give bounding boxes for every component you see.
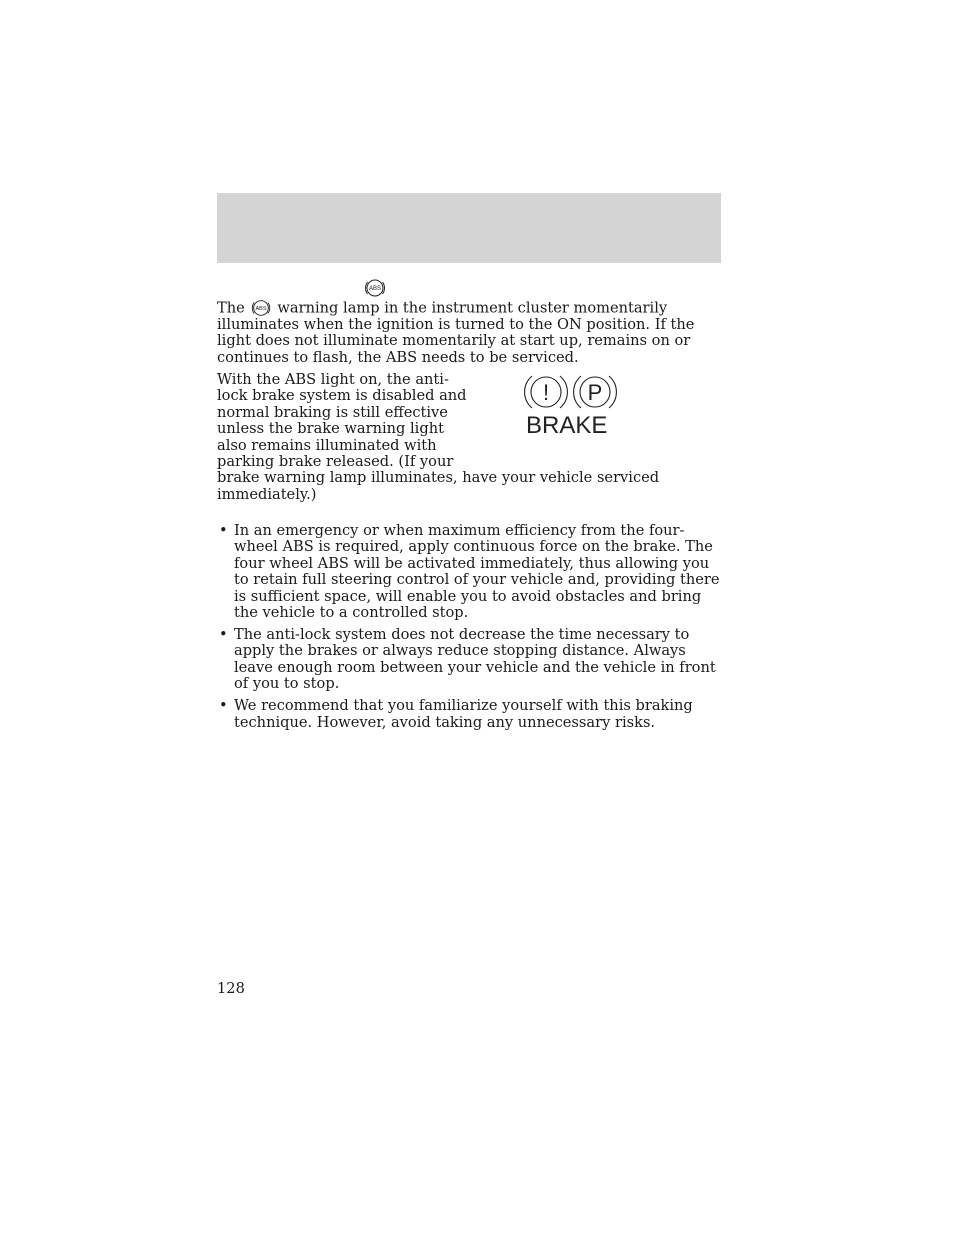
list-item	[217, 523, 727, 621]
abs-lamp-paragraph	[217, 300, 727, 366]
list-item-text: In an emergency or when maximum efficiency from the four-wheel ABS is required, apply continuous force on the brake. The four wheel ABS will be activated immediately, thus allowing you to retain full steering control of your vehicle and, providing there is sufficient space, will enable you to avoid obstacles and bring the vehicle to a controlled stop.	[234, 522, 720, 622]
abs-icon-label: ABS	[368, 286, 382, 293]
abs-warning-icon-inline	[249, 297, 269, 317]
bullet-marker: •	[219, 697, 228, 715]
brake-warning-icon	[477, 372, 727, 462]
bullet-marker: •	[219, 626, 228, 644]
paragraph-rest: warning lamp in the instrument cluster momentarily illuminates when the ignition is turned to the ON position. If the light does not illuminate momentarily at start up, remains on or continues to flash, the ABS needs to be serviced.	[217, 299, 695, 366]
list-item	[217, 698, 727, 731]
paragraph2-text: With the ABS light on, the anti-lock brake system is disabled and normal braking is still effective unless the brake warning light also remains illuminated with parking brake released. (If your brake warning lamp illuminates, have your vehicle serviced immediately.)	[217, 371, 660, 503]
abs-warning-icon	[363, 276, 383, 296]
list-item	[217, 627, 727, 693]
list-item-text: We recommend that you familiarize yourself with this braking technique. However, avoid taking any unnecessary risks.	[234, 697, 693, 731]
bullet-marker: •	[219, 522, 228, 539]
section-header-band	[217, 193, 721, 263]
braking-tips-list	[217, 523, 727, 737]
list-item-text: The anti-lock system does not decrease the time necessary to apply the brakes or always reduce stopping distance. Always leave enough room between your vehicle and the vehicle in front of you to stop.	[234, 626, 716, 693]
paragraph-lead: The	[217, 299, 245, 317]
page-number: 128	[217, 980, 245, 997]
abs-light-on-paragraph	[217, 372, 727, 503]
abs-inline-label: ABS	[255, 306, 267, 313]
brake-exclaim: !	[542, 380, 550, 405]
brake-p: P	[587, 380, 603, 405]
brake-label: BRAKE	[526, 412, 608, 439]
